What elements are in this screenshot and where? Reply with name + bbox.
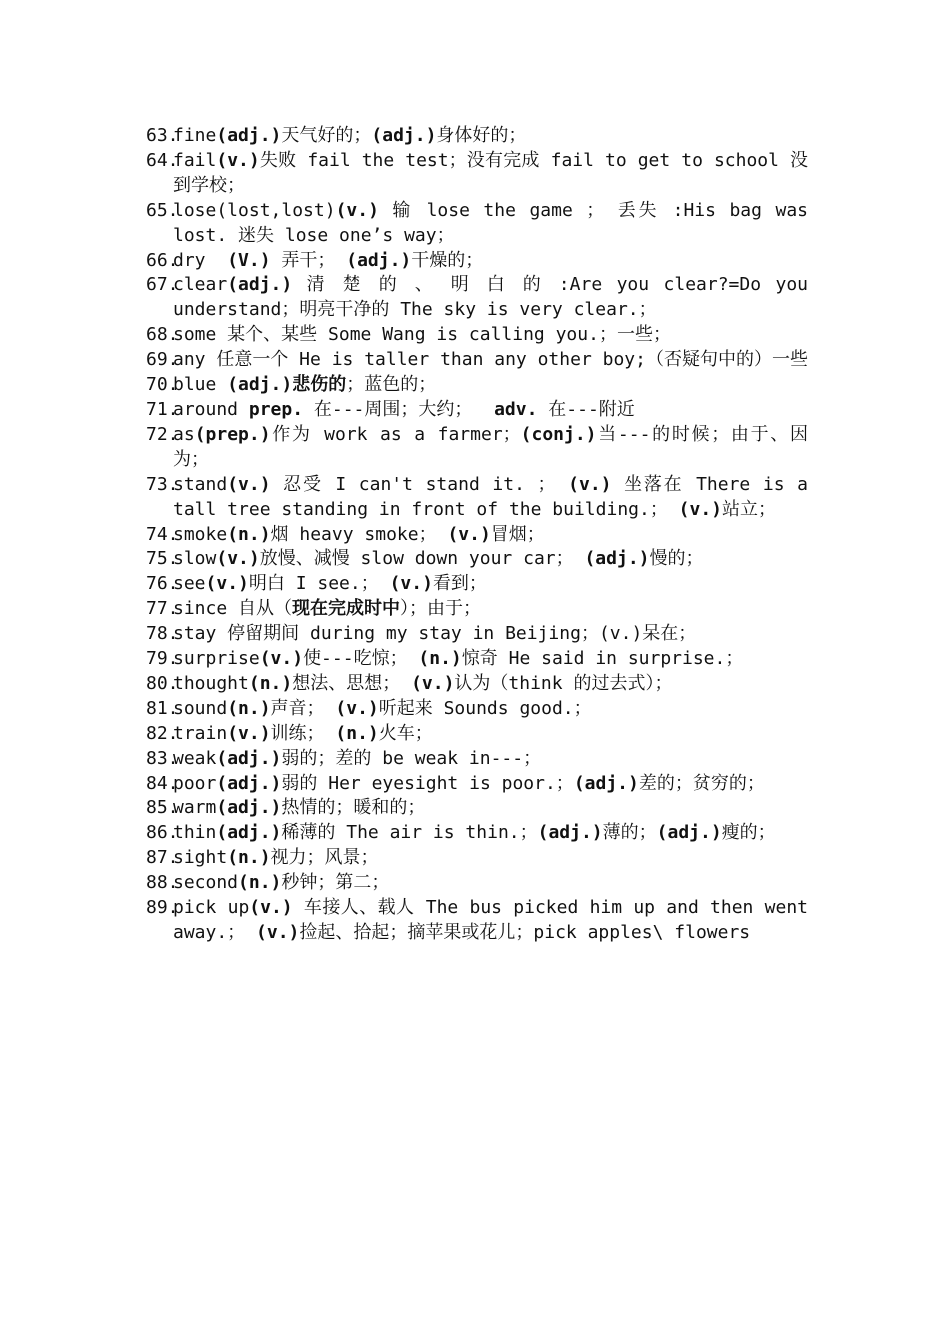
entry-emphasis: (v.): [249, 897, 293, 919]
entry-segment: 稀薄的 The air is thin.；: [281, 822, 538, 844]
entry-segment: stand: [173, 473, 228, 495]
vocab-entry: [146, 846, 808, 871]
entry-segment: lose(lost,lost): [173, 199, 336, 221]
entry-number: 65.: [146, 199, 179, 221]
entry-text: [173, 748, 541, 769]
vocab-entry: [146, 896, 819, 946]
entry-segment: clear: [173, 274, 228, 296]
entry-segment: 视力；风景；: [270, 847, 379, 869]
entry-emphasis: (adj.): [216, 125, 282, 146]
entry-emphasis: (v.): [335, 199, 379, 221]
entry-number: 72.: [146, 423, 179, 445]
entry-segment: poor: [173, 772, 217, 794]
entry-emphasis: (adj.): [656, 822, 722, 844]
entry-emphasis: (adj.): [216, 797, 282, 819]
entry-number: 81.: [146, 697, 179, 719]
entry-emphasis: (v.): [259, 648, 304, 670]
entry-text: [173, 200, 819, 246]
vocab-entry: [146, 523, 808, 548]
entry-emphasis: (adj.): [216, 822, 282, 844]
entry-emphasis: (v.): [568, 473, 612, 495]
entry-segment: ；蓝色的；: [346, 374, 437, 396]
entry-emphasis: prep.: [248, 398, 304, 420]
entry-emphasis: (v.): [227, 722, 271, 744]
entry-segment: second: [173, 872, 239, 894]
entry-segment: 薄的；: [602, 822, 657, 844]
entry-text: [173, 773, 765, 794]
entry-segment: 弱的；差的 be weak in---；: [281, 747, 542, 769]
entry-segment: 作为 work as a farmer；: [270, 423, 521, 445]
entry-segment: 明白 I see.；: [248, 573, 390, 595]
entry-emphasis: (v.): [678, 498, 723, 520]
entry-segment: 热情的；暖和的；: [281, 797, 426, 819]
entry-text: [173, 250, 483, 271]
entry-segment: 弄干；: [270, 249, 347, 271]
entry-segment: 在---附近: [537, 398, 635, 420]
entry-text: [173, 274, 819, 320]
entry-emphasis: (n.): [227, 847, 271, 869]
entry-number: 86.: [146, 822, 179, 844]
vocab-entry: [146, 373, 808, 398]
entry-segment: 火车；: [378, 722, 433, 744]
entry-segment: train: [173, 722, 228, 744]
entry-number: 69.: [146, 349, 179, 371]
vocab-entry: [146, 473, 819, 523]
entry-text: [173, 424, 808, 470]
entry-segment: warm: [173, 797, 217, 819]
entry-segment: 惊奇 He said in surprise.；: [461, 648, 744, 670]
entry-segment: around: [173, 398, 249, 420]
entry-text: [173, 399, 635, 420]
vocab-entry: [146, 149, 808, 199]
entry-segment: 干燥的；: [411, 249, 484, 271]
entry-segment: surprise: [173, 648, 260, 670]
entry-emphasis: (n.): [418, 648, 462, 670]
vocab-entry: [146, 796, 808, 821]
entry-segment: 烟 heavy smoke；: [270, 523, 448, 545]
entry-segment: 失败 fail the test；没有完成 fail to get to school 没到学校；: [173, 149, 808, 196]
entry-segment: 放慢、减慢 slow down your car；: [259, 548, 585, 570]
vocab-entry: [146, 199, 819, 249]
entry-emphasis: (n.): [227, 697, 271, 719]
entry-emphasis: (v.): [256, 922, 300, 943]
entry-number: 70.: [146, 374, 179, 396]
entry-emphasis: (adj.): [227, 274, 293, 296]
entry-segment: pick up: [173, 897, 250, 919]
entry-emphasis: (adj.): [584, 548, 650, 570]
entry-segment: sound: [173, 697, 228, 719]
entry-segment: 天气好的；: [281, 125, 372, 146]
entry-emphasis: (n.): [248, 672, 293, 694]
entry-emphasis: (adj.): [537, 822, 603, 844]
entry-emphasis: (adj.)悲伤的: [227, 374, 347, 396]
entry-text: [173, 598, 481, 619]
entry-segment: blue: [173, 374, 228, 396]
vocab-entry: [146, 348, 808, 373]
vocab-entry: [146, 547, 808, 572]
entry-segment: fail: [173, 149, 217, 171]
entry-segment: as: [173, 423, 195, 445]
entry-segment: 身体好的；: [436, 125, 527, 146]
entry-number: 88.: [146, 872, 179, 894]
entry-number: 71.: [146, 398, 179, 420]
entry-emphasis: (n.): [238, 872, 282, 894]
vocab-entry: [146, 722, 808, 747]
vocab-entry: [146, 772, 808, 797]
entry-emphasis: (v.): [216, 548, 260, 570]
entry-number: 80.: [146, 672, 179, 694]
entry-text: [173, 324, 671, 345]
entry-segment: 站立；: [722, 498, 777, 520]
entry-segment: ）；由于；: [400, 598, 482, 620]
entry-segment: thought: [173, 672, 249, 694]
entry-segment: 忍受 I can't stand it. ；: [270, 473, 569, 495]
entry-text: [173, 797, 425, 818]
entry-number: 77.: [146, 598, 179, 620]
entry-emphasis: (n.): [335, 722, 379, 744]
entry-number: 63.: [146, 125, 179, 146]
entry-segment: 在---周围；大约；: [303, 398, 495, 420]
entry-segment: 听起来 Sounds good.；: [378, 697, 592, 719]
entry-segment: 看到；: [432, 573, 487, 595]
entry-text: [173, 897, 819, 943]
entry-text: [173, 150, 808, 196]
entry-emphasis: (adj.): [346, 249, 412, 271]
entry-segment: 冒烟；: [490, 523, 545, 545]
entry-emphasis: (conj.): [520, 423, 597, 445]
entry-number: 87.: [146, 847, 179, 869]
vocab-entry: [146, 423, 808, 473]
vocab-entry: [146, 273, 819, 323]
entry-emphasis: (adj.): [573, 772, 639, 794]
entry-segment: since 自从（: [173, 598, 293, 620]
entry-segment: 弱的 Her eyesight is poor.；: [281, 772, 574, 794]
entry-text: [173, 822, 776, 843]
entry-number: 76.: [146, 573, 179, 595]
entry-text: [173, 723, 433, 744]
entry-emphasis: (v.): [389, 573, 433, 595]
entry-emphasis: (adj.): [216, 772, 282, 794]
entry-segment: 瘦的；: [721, 822, 776, 844]
vocab-entry: [146, 821, 808, 846]
entry-segment: slow: [173, 548, 217, 570]
entry-segment: 训练；: [270, 722, 336, 744]
entry-number: 85.: [146, 797, 179, 819]
entry-text: [173, 648, 743, 669]
entry-emphasis: (v.): [205, 573, 249, 595]
entry-text: [173, 623, 696, 644]
entry-text: [173, 548, 704, 569]
vocab-entry: [146, 697, 808, 722]
entry-text: [173, 847, 379, 868]
entry-segment: 坐落在 There is a tall tree standing in front of the building.；: [173, 473, 819, 520]
entry-number: 89.: [146, 897, 179, 919]
entry-text: [173, 349, 808, 370]
entry-emphasis: (v.): [447, 523, 491, 545]
entry-number: 79.: [146, 648, 179, 670]
entry-text: [173, 474, 819, 520]
vocab-entry: [146, 323, 808, 348]
entry-segment: 车接人、载人 The bus picked him up and then went away.；: [173, 897, 819, 943]
entry-number: 75.: [146, 548, 179, 570]
entry-emphasis: (v.): [411, 672, 455, 694]
entry-text: [173, 673, 672, 694]
entry-segment: fine: [173, 125, 217, 146]
entry-emphasis: (n.): [227, 523, 271, 545]
entry-segment: some 某个、某些 Some Wang is calling you.；一些；: [173, 324, 671, 346]
entry-segment: thin: [173, 822, 217, 844]
entry-segment: smoke: [173, 523, 228, 545]
entry-segment: 输 lose the game ； 丢失 :His bag was lost. 迷失 lose one’s way；: [173, 199, 819, 246]
entry-emphasis: (v.): [335, 697, 379, 719]
entry-emphasis: (v.): [216, 149, 260, 171]
entry-number: 82.: [146, 722, 179, 744]
entry-text: [173, 524, 545, 545]
entry-emphasis: 现在完成时中: [292, 598, 401, 620]
vocab-entry: [146, 622, 808, 647]
entry-emphasis: (prep.): [194, 423, 271, 445]
entry-number: 73.: [146, 473, 179, 495]
vocab-entry: [146, 871, 808, 896]
vocab-entry: [146, 597, 808, 622]
entry-number: 68.: [146, 324, 179, 346]
entry-number: 83.: [146, 747, 179, 769]
entry-emphasis: adv.: [494, 398, 538, 420]
vocabulary-list: [146, 124, 819, 946]
entry-number: 67.: [146, 274, 179, 296]
entry-text: [173, 125, 526, 146]
entry-number: 64.: [146, 149, 179, 171]
entry-number: 66.: [146, 249, 179, 271]
entry-segment: weak: [173, 747, 217, 769]
vocab-entry: [146, 747, 808, 772]
entry-segment: 声音；: [270, 697, 336, 719]
entry-segment: 认为（think 的过去式）；: [454, 672, 673, 694]
entry-segment: 使---吃惊；: [303, 648, 419, 670]
entry-segment: 差的；贫穷的；: [638, 772, 765, 794]
entry-text: [173, 573, 487, 594]
entry-segment: 当---的时候；由于、因为；: [173, 423, 808, 470]
entry-segment: 秒钟；第二；: [281, 872, 390, 894]
entry-text: [173, 698, 592, 719]
entry-emphasis: (adj.): [371, 125, 437, 146]
entry-segment: see: [173, 573, 206, 595]
entry-segment: sight: [173, 847, 228, 869]
vocab-entry: [146, 572, 808, 597]
vocab-entry: [146, 398, 808, 423]
entry-emphasis: (v.): [227, 473, 271, 495]
entry-segment: 捡起、拾起；摘苹果或花儿；pick apples\ flowers: [299, 922, 751, 943]
vocab-entry: [146, 672, 808, 697]
vocab-entry: [146, 249, 808, 274]
entry-segment: 想法、思想；: [292, 672, 412, 694]
entry-number: 78.: [146, 623, 179, 645]
entry-segment: 清 楚 的 、 明 白 的 :Are you clear?=Do you understand；明亮干净的 The sky is very clear.；: [173, 274, 819, 321]
entry-segment: stay 停留期间 during my stay in Beijing；(v.)呆在；: [173, 623, 697, 645]
entry-emphasis: (V.): [227, 249, 271, 271]
entry-number: 84.: [146, 772, 179, 794]
entry-text: [173, 374, 436, 395]
entry-segment: any 任意一个 He is taller than any other boy;（否疑句中的）一些: [173, 349, 808, 371]
entry-text: [173, 872, 389, 893]
vocab-entry: [146, 124, 808, 149]
entry-number: 74.: [146, 523, 179, 545]
vocab-entry: [146, 647, 808, 672]
entry-emphasis: (adj.): [216, 747, 282, 769]
entry-segment: 慢的；: [649, 548, 704, 570]
entry-segment: dry: [173, 249, 228, 271]
